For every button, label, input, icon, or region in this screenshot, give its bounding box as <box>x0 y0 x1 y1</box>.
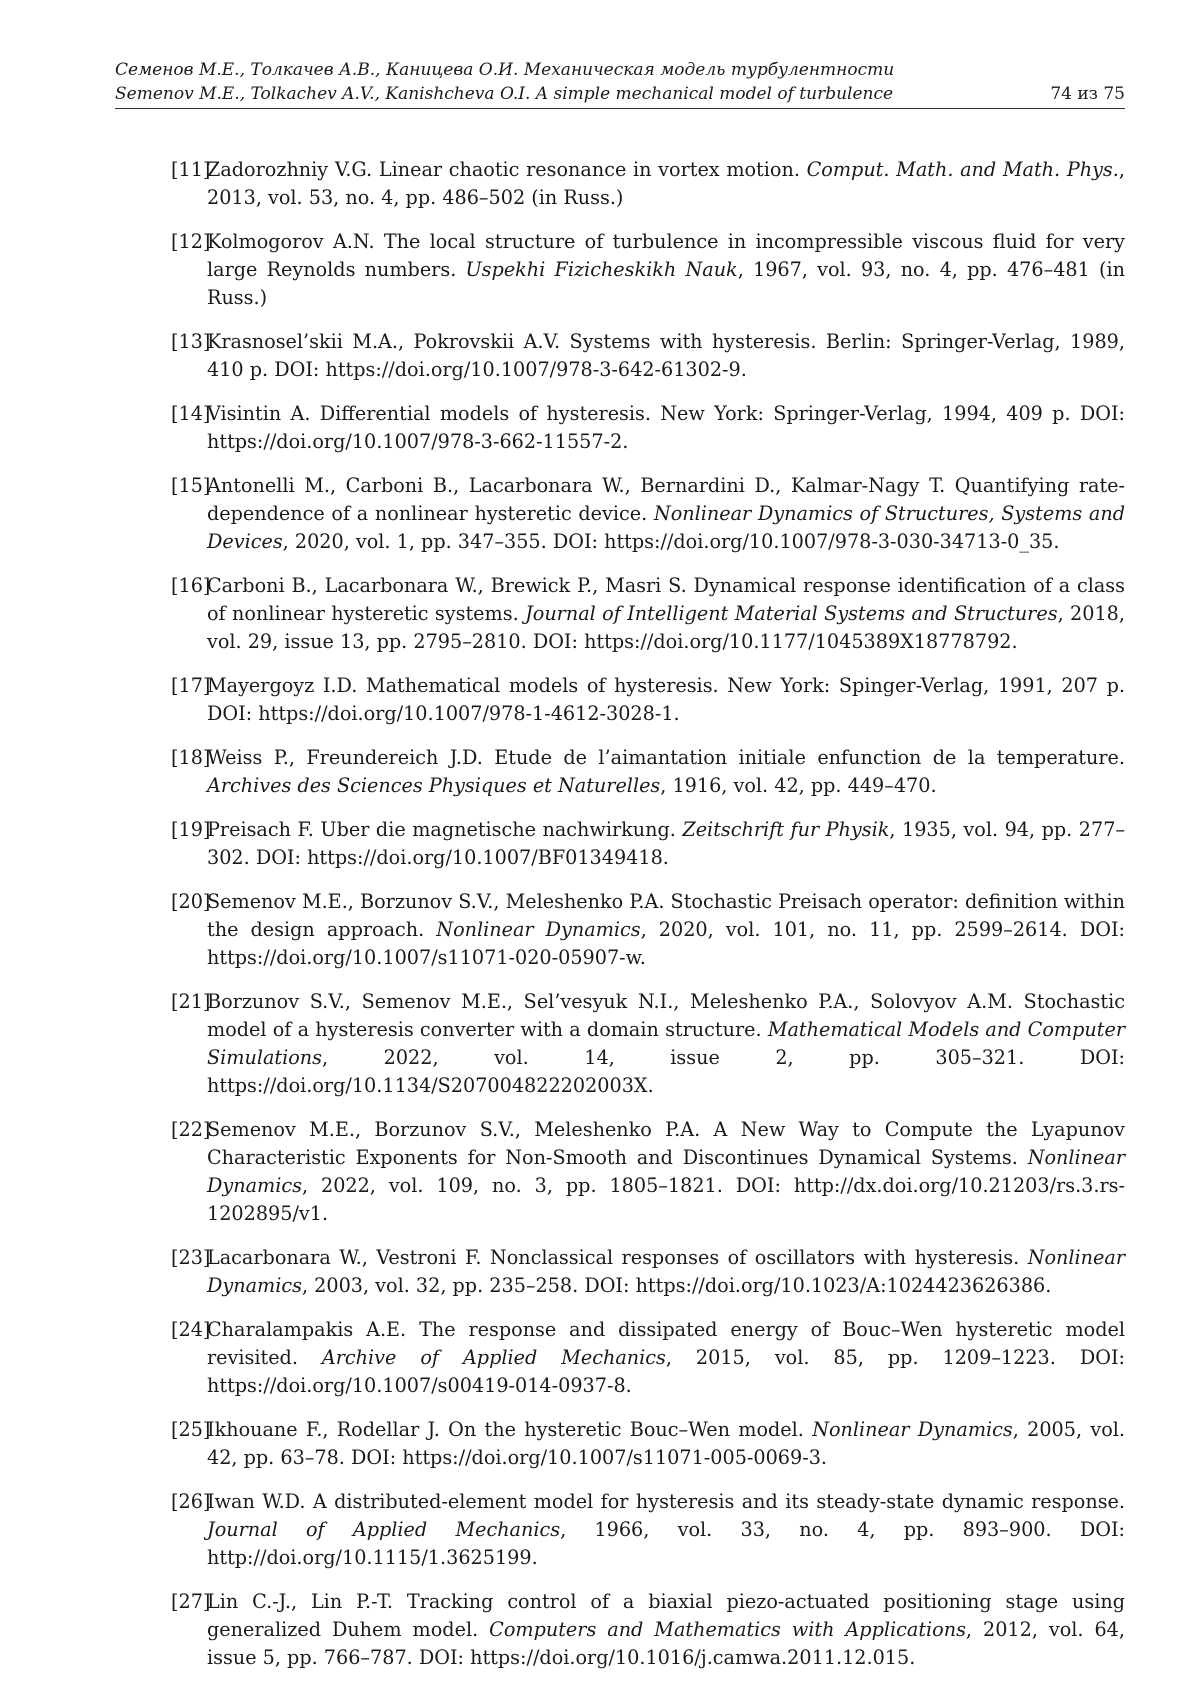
reference-number: [16] <box>171 574 211 597</box>
reference-item <box>171 1244 1125 1300</box>
reference-text: Carboni B., Lacarbonara W., Brewick P., Masri S. Dynamical response identification of a class of nonlinear hysteretic systems. <box>207 574 1125 625</box>
reference-text: Kolmogorov A.N. The local structure of turbulence in incompressible viscous fluid for very large Reynolds numbers. <box>207 230 1125 281</box>
reference-item <box>171 888 1125 972</box>
reference-text: Zadorozhniy V.G. Linear chaotic resonance in vortex motion. <box>207 158 807 181</box>
reference-details: , 2020, vol. 1, pp. 347–355. DOI: https://doi.org/10.1007/978-3-030-34713-0_35. <box>282 530 1060 553</box>
reference-item <box>171 1316 1125 1400</box>
reference-text: Ikhouane F., Rodellar J. On the hysteretic Bouc–Wen model. <box>207 1418 813 1441</box>
reference-journal: Archives des Sciences Physiques et Naturelles <box>207 774 661 797</box>
reference-details: , 1967, vol. 93, no. 4, pp. 476–481 (in Russ.) <box>207 258 1126 309</box>
reference-item <box>171 572 1125 656</box>
reference-number: [12] <box>171 230 211 253</box>
reference-list <box>171 156 1125 1688</box>
reference-number: [14] <box>171 402 211 425</box>
reference-journal: Nonlinear Dynamics <box>812 1418 1013 1441</box>
reference-journal: Journal of Intelligent Material Systems and Structures <box>525 602 1058 625</box>
reference-journal: Nonlinear Dynamics of Structures, Systems and Devices <box>207 502 1125 553</box>
reference-number: [13] <box>171 330 211 353</box>
reference-number: [27] <box>171 1590 211 1613</box>
reference-item <box>171 156 1125 212</box>
reference-item <box>171 1416 1125 1472</box>
reference-number: [24] <box>171 1318 211 1341</box>
reference-journal: Journal of Applied Mechanics <box>207 1518 561 1541</box>
reference-journal: Comput. Math. and Math. Phys. <box>806 158 1119 181</box>
reference-item <box>171 328 1125 384</box>
reference-text: Charalampakis A.E. The response and dissipated energy of Bouc–Wen hysteretic model revisited. <box>207 1318 1125 1369</box>
reference-journal: Archive of Applied Mechanics <box>321 1346 666 1369</box>
reference-details: , 2018, vol. 29, issue 13, pp. 2795–2810. DOI: https://doi.org/10.1177/1045389X18778792. <box>207 602 1125 653</box>
reference-item <box>171 1488 1125 1572</box>
reference-number: [11] <box>171 158 211 181</box>
reference-details: , 1935, vol. 94, pp. 277–302. DOI: https://doi.org/10.1007/BF01349418. <box>207 818 1126 869</box>
reference-item <box>171 228 1125 312</box>
reference-item <box>171 400 1125 456</box>
reference-item <box>171 672 1125 728</box>
reference-number: [18] <box>171 746 211 769</box>
reference-text: Lacarbonara W., Vestroni F. Nonclassical responses of oscillators with hysteresis. <box>207 1246 1028 1269</box>
reference-text: Borzunov S.V., Semenov M.E., Sel’vesyuk N.I., Meleshenko P.A., Solovyov A.M. Stochastic model of a hysteresis converter with a domain structure. <box>207 990 1125 1041</box>
reference-number: [23] <box>171 1246 211 1269</box>
reference-item <box>171 988 1125 1100</box>
reference-details: , 2022, vol. 14, issue 2, pp. 305–321. DOI: https://doi.org/10.1134/S207004822202003X. <box>207 1046 1125 1097</box>
reference-number: [21] <box>171 990 211 1013</box>
reference-journal: Mathematical Models and Computer Simulations <box>207 1018 1125 1069</box>
reference-details: , 1966, vol. 33, no. 4, pp. 893–900. DOI: http://doi.org/10.1115/1.3625199. <box>207 1518 1125 1569</box>
reference-text: Krasnosel’skii M.A., Pokrovskii A.V. Systems with hysteresis. Berlin: Springer-Verlag, 1989, 410 p. DOI: https://doi.org/10.1007/978-3-642-61302-9. <box>207 330 1125 381</box>
reference-text: Semenov M.E., Borzunov S.V., Meleshenko P.A. A New Way to Compute the Lyapunov Characteristic Exponents for Non-Smooth and Discontinues Dynamical Systems. <box>207 1118 1125 1169</box>
reference-journal: Nonlinear Dynamics <box>436 918 641 941</box>
reference-text: Weiss P., Freundereich J.D. Etude de l’aimantation initiale enfunction de la temperature. <box>207 746 1125 769</box>
reference-text: Antonelli M., Carboni B., Lacarbonara W., Bernardini D., Kalmar-Nagy T. Quantifying rate-dependence of a nonlinear hysteretic device. <box>207 474 1125 525</box>
reference-number: [19] <box>171 818 211 841</box>
reference-item <box>171 1116 1125 1228</box>
reference-details: , 2012, vol. 64, issue 5, pp. 766–787. DOI: https://doi.org/10.1016/j.camwa.2011.12.015. <box>207 1618 1125 1669</box>
reference-text: Semenov M.E., Borzunov S.V., Meleshenko P.A. Stochastic Preisach operator: definition within the design approach. <box>207 890 1125 941</box>
header-russian: Семенов М.Е., Толкачев А.В., Каницева О.И. Механическая модель турбулентности <box>115 60 895 80</box>
reference-text: Visintin A. Differential models of hysteresis. New York: Springer-Verlag, 1994, 409 p. DOI: https://doi.org/10.1007/978-3-662-11557-2. <box>207 402 1125 453</box>
reference-item <box>171 1588 1125 1672</box>
reference-number: [26] <box>171 1490 211 1513</box>
reference-details: , 2003, vol. 32, pp. 235–258. DOI: https://doi.org/10.1023/A:1024423626386. <box>301 1274 1052 1297</box>
reference-journal: Nonlinear Dynamics <box>207 1246 1125 1297</box>
reference-number: [17] <box>171 674 211 697</box>
reference-item <box>171 744 1125 800</box>
page-number: 74 из 75 <box>1050 84 1125 104</box>
reference-text: Lin C.-J., Lin P.-T. Tracking control of a biaxial piezo-actuated positioning stage using generalized Duhem model. <box>207 1590 1125 1641</box>
reference-number: [22] <box>171 1118 211 1141</box>
reference-details: , 2022, vol. 109, no. 3, pp. 1805–1821. DOI: http://dx.doi.org/10.21203/rs.3.rs-1202895/v1. <box>207 1174 1125 1225</box>
reference-number: [15] <box>171 474 211 497</box>
reference-journal: Nonlinear Dynamics <box>207 1146 1125 1197</box>
running-header <box>115 58 1125 109</box>
reference-details: , 2005, vol. 42, pp. 63–78. DOI: https://doi.org/10.1007/s11071-005-0069-3. <box>207 1418 1125 1469</box>
reference-details: , 2020, vol. 101, no. 11, pp. 2599–2614. DOI: https://doi.org/10.1007/s11071-020-05907-w. <box>207 918 1125 969</box>
reference-journal: Zeitschrift fur Physik <box>682 818 890 841</box>
header-english: Semenov M.E., Tolkachev A.V., Kanishcheva O.I. A simple mechanical model of turbulence <box>115 84 894 104</box>
header-english-row <box>115 82 1125 109</box>
reference-text: Preisach F. Uber die magnetische nachwirkung. <box>207 818 683 841</box>
reference-details: , 1916, vol. 42, pp. 449–470. <box>660 774 937 797</box>
reference-journal: Uspekhi Fizicheskikh Nauk <box>465 258 738 281</box>
reference-text: Mayergoyz I.D. Mathematical models of hysteresis. New York: Spinger-Verlag, 1991, 207 p. DOI: https://doi.org/10.1007/978-1-4612-3028-1. <box>207 674 1125 725</box>
reference-item <box>171 816 1125 872</box>
reference-details: , 2013, vol. 53, no. 4, pp. 486–502 (in Russ.) <box>207 158 1125 209</box>
reference-number: [20] <box>171 890 211 913</box>
reference-item <box>171 472 1125 556</box>
reference-text: Iwan W.D. A distributed-element model for hysteresis and its steady-state dynamic response. <box>207 1490 1125 1513</box>
reference-number: [25] <box>171 1418 211 1441</box>
reference-details: , 2015, vol. 85, pp. 1209–1223. DOI: https://doi.org/10.1007/s00419-014-0937-8. <box>207 1346 1125 1397</box>
reference-journal: Computers and Mathematics with Applications <box>489 1618 966 1641</box>
